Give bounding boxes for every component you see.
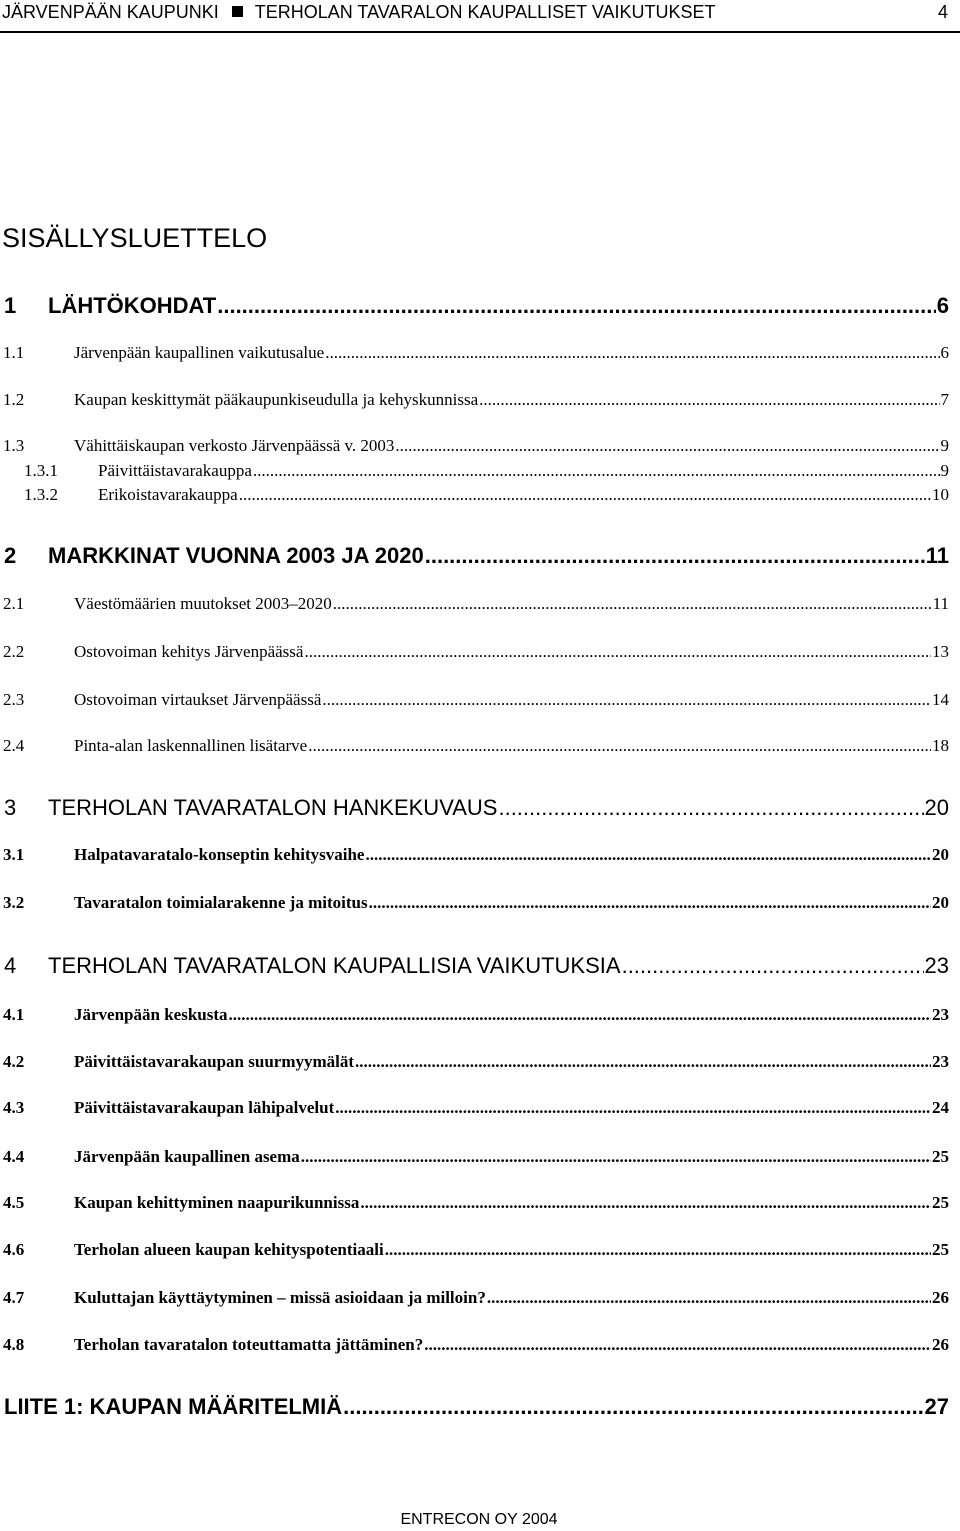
- toc-entry-1-3-1[interactable]: [0, 461, 949, 485]
- toc-entry-number: 4: [4, 953, 17, 978]
- toc-entry-title: Kuluttajan käyttäytyminen – missä asioidaan ja milloin?: [74, 1288, 486, 1307]
- dot-leader: [335, 1098, 931, 1118]
- toc-entry-1-1[interactable]: [0, 343, 949, 367]
- toc-entry-2[interactable]: [0, 543, 949, 573]
- dot-leader: [622, 953, 924, 979]
- toc-entry-4-3[interactable]: [0, 1098, 949, 1122]
- toc-entry-number: 1.1: [3, 343, 25, 362]
- toc-entry-title: Tavaratalon toimialarakenne ja mitoitus: [74, 893, 368, 912]
- toc-entry-number: 4.6: [3, 1240, 25, 1259]
- toc-title: SISÄLLYSLUETTELO: [2, 223, 268, 253]
- toc-entry-4-7[interactable]: [0, 1288, 949, 1312]
- toc-entry-4-4[interactable]: [0, 1147, 949, 1171]
- toc-entry-page: 18: [932, 736, 949, 755]
- toc-entry-number: 1.2: [3, 390, 25, 409]
- toc-entry-number: 4.1: [3, 1005, 25, 1024]
- toc-entry-number: 2.2: [3, 642, 25, 661]
- header-titles: [2, 2, 716, 23]
- toc-entry-title: Päivittäistavarakauppa: [98, 461, 252, 480]
- toc-entry-page: 27: [924, 1394, 949, 1419]
- toc-entry-4[interactable]: [0, 953, 949, 983]
- toc-entry-page: 23: [932, 1052, 949, 1071]
- toc-entry-title: TERHOLAN TAVARATALON HANKEKUVAUS: [48, 795, 498, 820]
- header-page-number: 4: [937, 2, 948, 22]
- toc-entry-appendix-1[interactable]: [0, 1394, 949, 1424]
- running-header: [0, 2, 960, 28]
- toc-entry-page: 23: [924, 953, 949, 978]
- dot-leader: [498, 795, 923, 821]
- toc-entry-number: 1.3.2: [24, 485, 58, 504]
- toc-entry-title: LÄHTÖKOHDAT: [48, 293, 217, 318]
- toc-entry-page: 9: [940, 436, 949, 455]
- toc-entry-page: 10: [932, 485, 949, 504]
- toc-entry-page: 9: [940, 461, 949, 480]
- toc-entry-title: Järvenpään kaupallinen vaikutusalue: [74, 343, 325, 362]
- toc-entry-title: LIITE 1: KAUPAN MÄÄRITELMIÄ: [4, 1394, 343, 1419]
- page-footer: [0, 1511, 960, 1529]
- toc-entry-4-1[interactable]: [0, 1005, 949, 1029]
- toc-entry-title: Kaupan kehittyminen naapurikunnissa: [74, 1193, 360, 1212]
- dot-leader: [304, 642, 931, 662]
- dot-leader: [333, 594, 932, 614]
- dot-leader: [360, 1193, 931, 1213]
- toc-entry-number: 1: [4, 293, 17, 318]
- toc-entry-4-5[interactable]: [0, 1193, 949, 1217]
- dot-leader: [479, 390, 939, 410]
- toc-entry-2-1[interactable]: [0, 594, 949, 618]
- dot-leader: [385, 1240, 931, 1260]
- dot-leader: [301, 1147, 931, 1167]
- dot-leader: [322, 690, 931, 710]
- toc-entry-title: Päivittäistavarakaupan lähipalvelut: [74, 1098, 335, 1117]
- toc-entry-page: 20: [924, 795, 949, 820]
- toc-entry-page: 26: [932, 1288, 949, 1307]
- toc-entry-2-3[interactable]: [0, 690, 949, 714]
- toc-entry-page: 6: [940, 343, 949, 362]
- header-right-text: TERHOLAN TAVARALON KAUPALLISET VAIKUTUKSET: [254, 2, 716, 22]
- dot-leader: [365, 845, 931, 865]
- toc-entry-1-2[interactable]: [0, 390, 949, 414]
- toc-entry-number: 2.1: [3, 594, 25, 613]
- toc-entry-page: 11: [925, 543, 949, 568]
- toc-entry-number: 4.4: [3, 1147, 25, 1166]
- toc-entry-number: 3: [4, 795, 17, 820]
- toc-entry-title: Erikoistavarakauppa: [98, 485, 238, 504]
- dot-leader: [217, 293, 936, 319]
- toc-entry-number: 2: [4, 543, 17, 568]
- toc-entry-1-3[interactable]: [0, 436, 949, 460]
- toc-entry-page: 13: [932, 642, 949, 661]
- dot-leader: [343, 1394, 923, 1420]
- toc-entry-title: Ostovoiman kehitys Järvenpäässä: [74, 642, 304, 661]
- dot-leader: [239, 485, 931, 505]
- toc-entry-4-2[interactable]: [0, 1052, 949, 1076]
- toc-entry-title: MARKKINAT VUONNA 2003 JA 2020: [48, 543, 424, 568]
- toc-entry-page: 6: [936, 293, 949, 318]
- toc-entry-number: 1.3: [3, 436, 25, 455]
- dot-leader: [395, 436, 939, 456]
- toc-entry-4-6[interactable]: [0, 1240, 949, 1264]
- toc-entry-number: 4.7: [3, 1288, 25, 1307]
- toc-entry-title: Terholan tavaratalon toteuttamatta jättäminen?: [74, 1335, 424, 1354]
- toc-entry-number: 4.3: [3, 1098, 25, 1117]
- toc-entry-number: 2.3: [3, 690, 25, 709]
- toc-entry-4-8[interactable]: [0, 1335, 949, 1359]
- dot-leader: [229, 1005, 931, 1025]
- dot-leader: [253, 461, 940, 481]
- toc-entry-number: 3.1: [3, 845, 25, 864]
- toc-entry-title: Vähittäiskaupan verkosto Järvenpäässä v. 2003: [74, 436, 395, 455]
- toc-entry-number: 2.4: [3, 736, 25, 755]
- toc-entry-page: 20: [932, 845, 949, 864]
- toc-entry-title: Väestömäärien muutokset 2003–2020: [74, 594, 332, 613]
- toc-entry-page: 25: [932, 1240, 949, 1259]
- dot-leader: [369, 893, 931, 913]
- dot-leader: [308, 736, 931, 756]
- toc-entry-title: Järvenpään kaupallinen asema: [74, 1147, 300, 1166]
- toc-entry-title: Järvenpään keskusta: [74, 1005, 228, 1024]
- toc-entry-page: 14: [932, 690, 949, 709]
- toc-entry-3[interactable]: [0, 795, 949, 825]
- toc-entry-page: 7: [940, 390, 949, 409]
- toc-entry-page: 25: [932, 1147, 949, 1166]
- toc-entry-1-3-2[interactable]: [0, 485, 949, 509]
- toc-entry-title: Kaupan keskittymät pääkaupunkiseudulla ja kehyskunnissa: [74, 390, 479, 409]
- dot-leader: [325, 343, 939, 363]
- dot-leader: [487, 1288, 931, 1308]
- toc-entry-1[interactable]: [0, 293, 949, 323]
- toc-entry-title: Ostovoiman virtaukset Järvenpäässä: [74, 690, 322, 709]
- toc-entry-title: Päivittäistavarakaupan suurmyymälät: [74, 1052, 355, 1071]
- header-divider: [0, 31, 960, 33]
- toc-entry-number: 4.5: [3, 1193, 25, 1212]
- toc-entry-title: Terholan alueen kaupan kehityspotentiaali: [74, 1240, 384, 1259]
- toc-entry-page: 11: [932, 594, 949, 613]
- dot-leader: [355, 1052, 931, 1072]
- dot-leader: [424, 1335, 931, 1355]
- dot-leader: [425, 543, 925, 569]
- toc-entry-page: 25: [932, 1193, 949, 1212]
- toc-entry-number: 1.3.1: [24, 461, 58, 480]
- toc-entry-title: Pinta-alan laskennallinen lisätarve: [74, 736, 308, 755]
- toc-entry-number: 4.2: [3, 1052, 25, 1071]
- toc-entry-number: 4.8: [3, 1335, 25, 1354]
- toc-entry-2-2[interactable]: [0, 642, 949, 666]
- toc-entry-page: 24: [932, 1098, 949, 1117]
- square-bullet-icon: [232, 6, 243, 17]
- footer-text: ENTRECON OY 2004: [400, 1511, 558, 1528]
- toc-entry-3-1[interactable]: [0, 845, 949, 869]
- toc-entry-page: 20: [932, 893, 949, 912]
- toc-entry-2-4[interactable]: [0, 736, 949, 760]
- toc-entry-title: TERHOLAN TAVARATALON KAUPALLISIA VAIKUTUKSIA: [48, 953, 621, 978]
- toc-entry-page: 23: [932, 1005, 949, 1024]
- toc-entry-3-2[interactable]: [0, 893, 949, 917]
- toc-entry-title: Halpatavaratalo-konseptin kehitysvaihe: [74, 845, 365, 864]
- toc-entry-number: 3.2: [3, 893, 25, 912]
- header-left-text: JÄRVENPÄÄN KAUPUNKI: [2, 2, 219, 22]
- toc-entry-page: 26: [932, 1335, 949, 1354]
